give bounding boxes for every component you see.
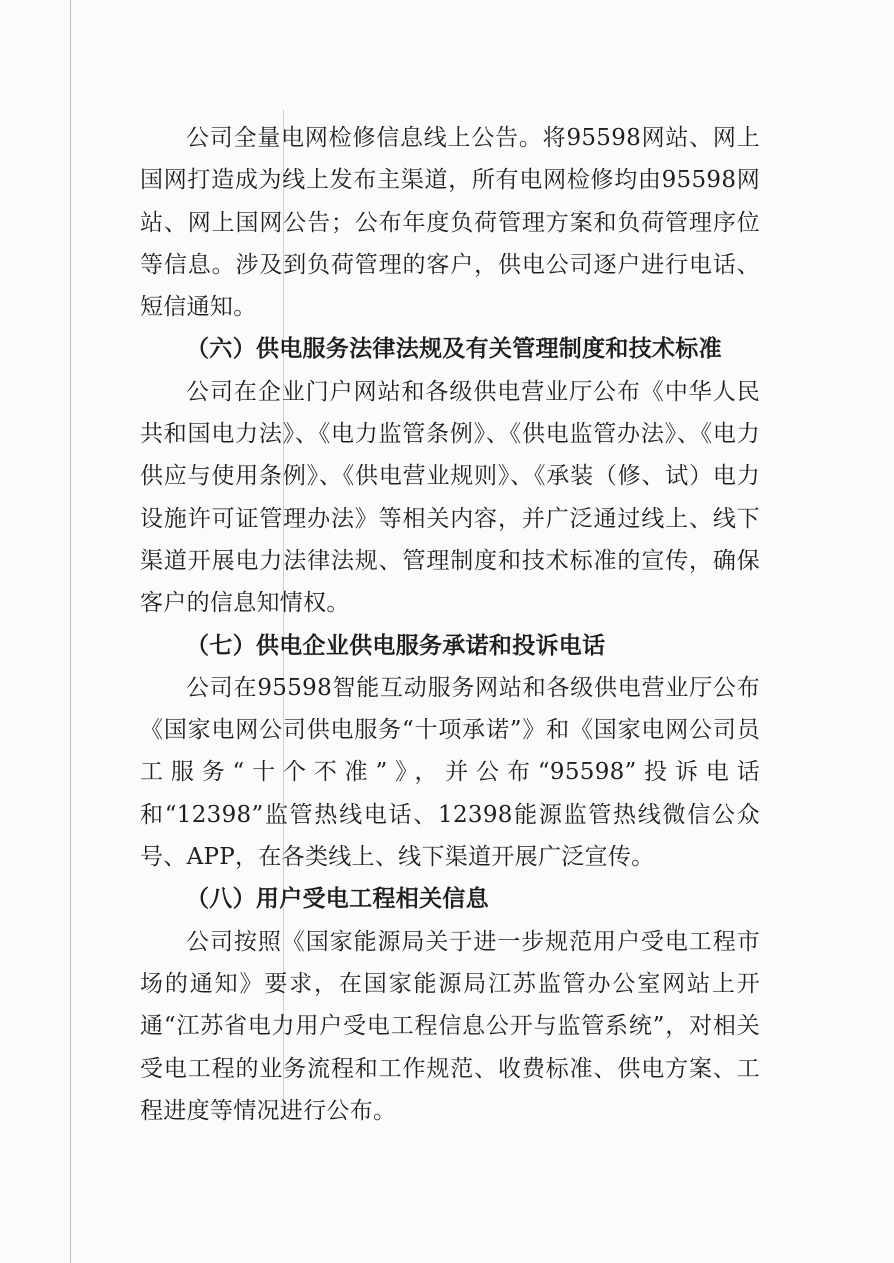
paragraph-maintenance-notice: 公司全量电网检修信息线上公告。将95598网站、网上国网打造成为线上发布主渠道，所有电网检修均由95598网站、网上国网公告；公布年度负荷管理方案和负荷管理序位等信息。涉及到负荷管理的客户，供电公司逐户进行电话、短信通知。 [140,125,760,321]
paragraph-service-commitments: 公司在95598智能互动服务网站和各级供电营业厅公布《国家电网公司供电服务“十项承诺”》和《国家电网公司员工服务“十个不准”》，并公布“95598”投诉电话和“12398”监管热线电话、12398能源监管热线微信公众号、APP，在各类线上、线下渠道开展广泛宣传。 [140,674,760,871]
scan-left-edge-line [70,0,71,1263]
section-heading-7: （七）供电企业供电服务承诺和投诉电话 [186,631,606,659]
document-page [140,117,760,1132]
section-heading-8: （八）用户受电工程相关信息 [186,885,489,913]
paragraph-laws-regulations: 公司在企业门户网站和各级供电营业厅公布《中华人民共和国电力法》、《电力监管条例》、《供电监管办法》、《电力供应与使用条例》、《供电营业规则》、《承装（修、试）电力设施许可证管理办法》等相关内容，并广泛通过线上、线下渠道开展电力法律法规、管理制度和技术标准的宣传，确保客户的信息知情权。 [140,378,760,617]
section-heading-6: （六）供电服务法律法规及有关管理制度和技术标准 [186,335,722,363]
paragraph-user-power-project: 公司按照《国家能源局关于进一步规范用户受电工程市场的通知》要求，在国家能源局江苏监管办公室网站上开通“江苏省电力用户受电工程信息公开与监管系统”，对相关受电工程的业务流程和工作规范、收费标准、供电方案、工程进度等情况进行公布。 [140,928,760,1124]
